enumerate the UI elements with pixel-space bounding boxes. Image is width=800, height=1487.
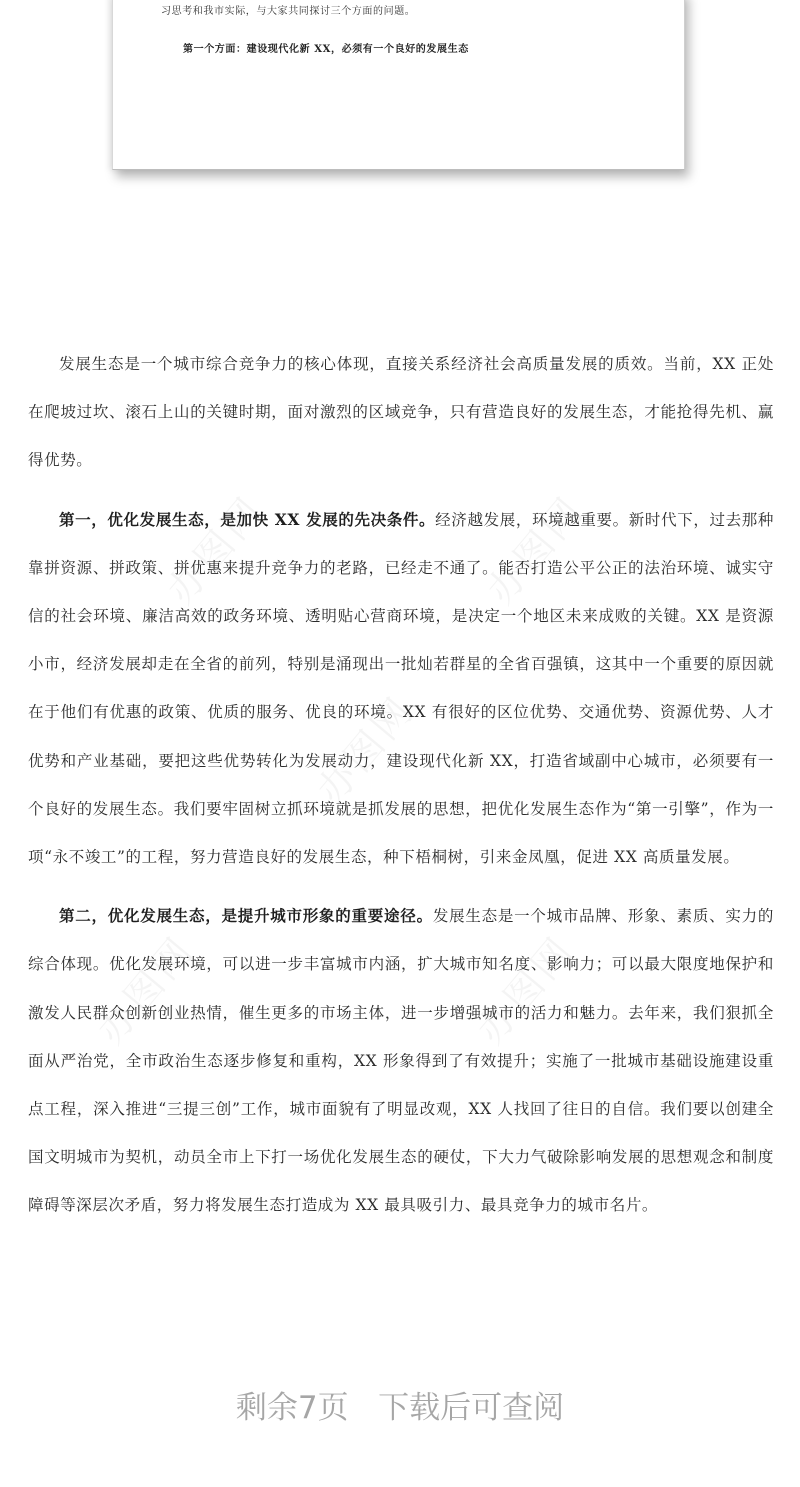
document-preview-page xyxy=(112,0,685,170)
paragraph-lead: 第一，优化发展生态，是加快 XX 发展的先决条件。 xyxy=(59,509,436,529)
remaining-pages-download-prompt[interactable]: 剩余7页 下载后可查阅 xyxy=(235,1390,565,1426)
paragraph-text: 发展生态是一个城市品牌、形象、素质、实力的综合体现。优化发展环境，可以进一步丰富城市内涵，扩大城市知名度、影响力；可以最大限度地保护和激发人民群众创新创业热情，催生更多的市场主体，进一步增强城市的活力和魅力。去年来，我们狠抓全面从严治党，全市政治生态逐步修复和重构，XX 形象得到了有效提升；实施了一批城市基础设施建设重点工程，深入推进“三提三创”工作，城市面貌有了明显改观，XX 人找回了往日的自信。我们要以创建全国文明城市为契机，动员全市上下打一场优化发展生态的硬仗，下大力气破除影响发展的思想观念和制度障碍等深层次矛盾，努力将发展生态打造成为 XX 最具吸引力、最具竞争力的城市名片。 xyxy=(28,907,774,1215)
paragraph-text: 经济越发展，环境越重要。新时代下，过去那种靠拼资源、拼政策、拼优惠来提升竞争力的老路，已经走不通了。能否打造公平公正的法治环境、诚实守信的社会环境、廉洁高效的政务环境、透明贴心营商环境，是决定一个地区未来成败的关键。XX 是资源小市，经济发展却走在全省的前列，特别是涌现出一批灿若群星的全省百强镇，这其中一个重要的原因就在于他们有优惠的政策、优质的服务、优良的环境。XX 有很好的区位优势、交通优势、资源优势、人才优势和产业基础，要把这些优势转化为发展动力，建设现代化新 XX，打造省域副中心城市，必须要有一个良好的发展生态。我们要牢固树立抓环境就是抓发展的思想，把优化发展生态作为“第一引擎”，作为一项“永不竣工”的工程，努力营造良好的发展生态，种下梧桐树，引来金凤凰，促进 XX 高质量发展。 xyxy=(28,510,774,867)
preview-section-heading: 第一个方面：建设现代化新 XX，必须有一个良好的发展生态 xyxy=(183,44,469,55)
paragraph-first-point xyxy=(28,496,774,882)
paragraph-intro xyxy=(28,340,774,485)
paragraph-lead: 第二，优化发展生态，是提升城市形象的重要途径。 xyxy=(59,906,433,926)
document-body xyxy=(28,340,774,1230)
preview-text-line: 习思考和我市实际，与大家共同探讨三个方面的问题。 xyxy=(161,6,416,17)
paragraph-text: 发展生态是一个城市综合竞争力的核心体现，直接关系经济社会高质量发展的质效。当前，XX 正处在爬坡过坎、滚石上山的关键时期，面对激烈的区域竞争，只有营造良好的发展生态，才能抢得先机、赢得优势。 xyxy=(28,355,774,470)
paragraph-second-point xyxy=(28,892,774,1229)
